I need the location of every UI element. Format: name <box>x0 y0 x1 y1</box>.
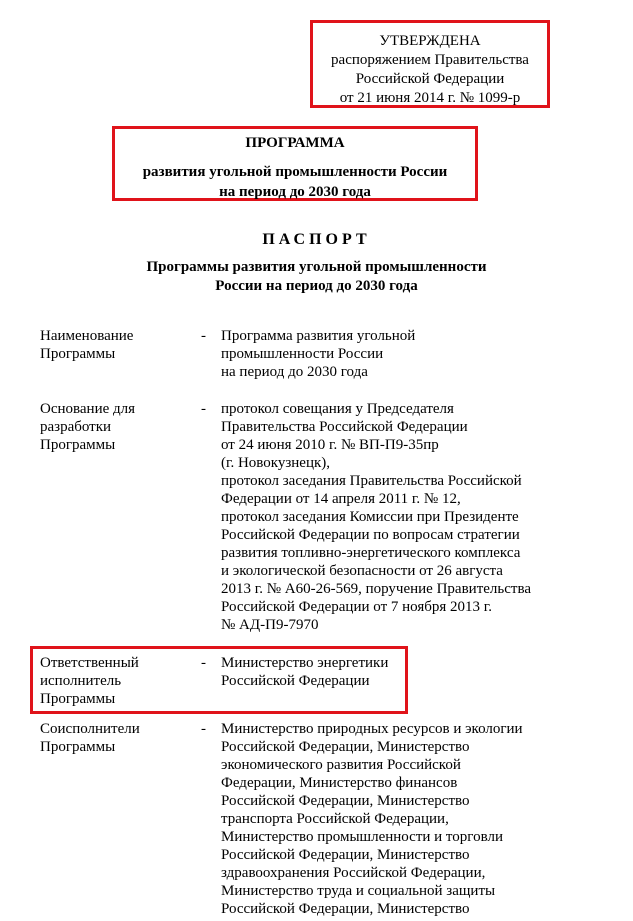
row-value-line: Правительства Российской Федерации <box>221 419 468 435</box>
row-value-line: (г. Новокузнецк), <box>221 455 331 471</box>
program-title-line: на период до 2030 года <box>219 184 371 200</box>
row-value-line: 2013 г. № А60-26-569, поручение Правительства <box>221 581 531 597</box>
row-value-line: Министерство энергетики <box>221 655 389 671</box>
row-value-line: Министерство природных ресурсов и экологии <box>221 721 523 737</box>
row-value-line: на период до 2030 года <box>221 364 368 380</box>
row-value-line: протокол заседания Правительства Российской <box>221 473 522 489</box>
row-value-line: экономического развития Российской <box>221 757 461 773</box>
row-value-line: Российской Федерации, Министерство <box>221 901 470 917</box>
row-label-line: Основание для <box>40 401 136 417</box>
row-dash: - <box>201 328 206 344</box>
row-value-line: Министерство труда и социальной защиты <box>221 883 496 899</box>
row-value-line: от 24 июня 2010 г. № ВП-П9-35пр <box>221 437 439 453</box>
row-dash: - <box>201 655 206 671</box>
row-value-line: Министерство промышленности и торговли <box>221 829 503 845</box>
row-value <box>221 400 531 634</box>
passport-subtitle-line: Программы развития угольной промышленности <box>146 259 487 275</box>
row-label <box>40 720 140 756</box>
row-dash: - <box>201 401 206 417</box>
approval-line: Российской Федерации <box>355 71 505 87</box>
row-label <box>40 400 135 454</box>
row-value-line: Российской Федерации по вопросам стратегии <box>221 527 520 543</box>
row-value-line: развития топливно-энергетического комплекса <box>221 545 521 561</box>
row-value-line: здравоохранения Российской Федерации, <box>221 865 486 881</box>
program-title-block <box>112 126 478 201</box>
program-heading: ПРОГРАММА <box>245 135 345 151</box>
row-label <box>40 327 133 363</box>
passport-title: ПАСПОРТ <box>262 231 371 248</box>
row-dash: - <box>201 721 206 737</box>
row-value <box>221 654 388 690</box>
program-title-line: развития угольной промышленности России <box>142 164 448 180</box>
approval-block <box>310 20 550 108</box>
row-label-line: Программы <box>40 691 116 707</box>
row-value-line: № АД-П9-7970 <box>221 617 319 633</box>
row-value-line: протокол совещания у Председателя <box>221 401 454 417</box>
row-value-line: транспорта Российской Федерации, <box>221 811 449 827</box>
row-label-line: Программы <box>40 437 116 453</box>
approval-line: распоряжением Правительства <box>331 52 529 68</box>
row-value-line: Федерации, Министерство финансов <box>221 775 458 791</box>
passport-subtitle <box>0 258 633 296</box>
row-value-line: промышленности России <box>221 346 384 362</box>
row-value-line: Российской Федерации, Министерство <box>221 739 470 755</box>
row-value <box>221 327 415 381</box>
approval-date-line: от 21 июня 2014 г. № 1099-р <box>339 90 521 106</box>
approval-heading: УТВЕРЖДЕНА <box>379 33 481 49</box>
row-label-line: Программы <box>40 346 116 362</box>
row-value-line: и экологической безопасности от 26 августа <box>221 563 503 579</box>
row-value-line: Российской Федерации <box>221 673 370 689</box>
row-value <box>221 720 523 918</box>
row-label-line: исполнитель <box>40 673 122 689</box>
row-label-line: Соисполнители <box>40 721 140 737</box>
row-value-line: Федерации от 14 апреля 2011 г. № 12, <box>221 491 461 507</box>
row-value-line: Программа развития угольной <box>221 328 416 344</box>
row-label-line: разработки <box>40 419 112 435</box>
row-value-line: Российской Федерации, Министерство <box>221 847 470 863</box>
row-value-line: Российской Федерации от 7 ноября 2013 г. <box>221 599 493 615</box>
row-value-line: Российской Федерации, Министерство <box>221 793 470 809</box>
passport-subtitle-line: России на период до 2030 года <box>215 278 418 294</box>
row-label <box>40 654 139 708</box>
row-label-line: Наименование <box>40 328 134 344</box>
row-label-line: Программы <box>40 739 116 755</box>
row-value-line: протокол заседания Комиссии при Президенте <box>221 509 519 525</box>
row-label-line: Ответственный <box>40 655 139 671</box>
